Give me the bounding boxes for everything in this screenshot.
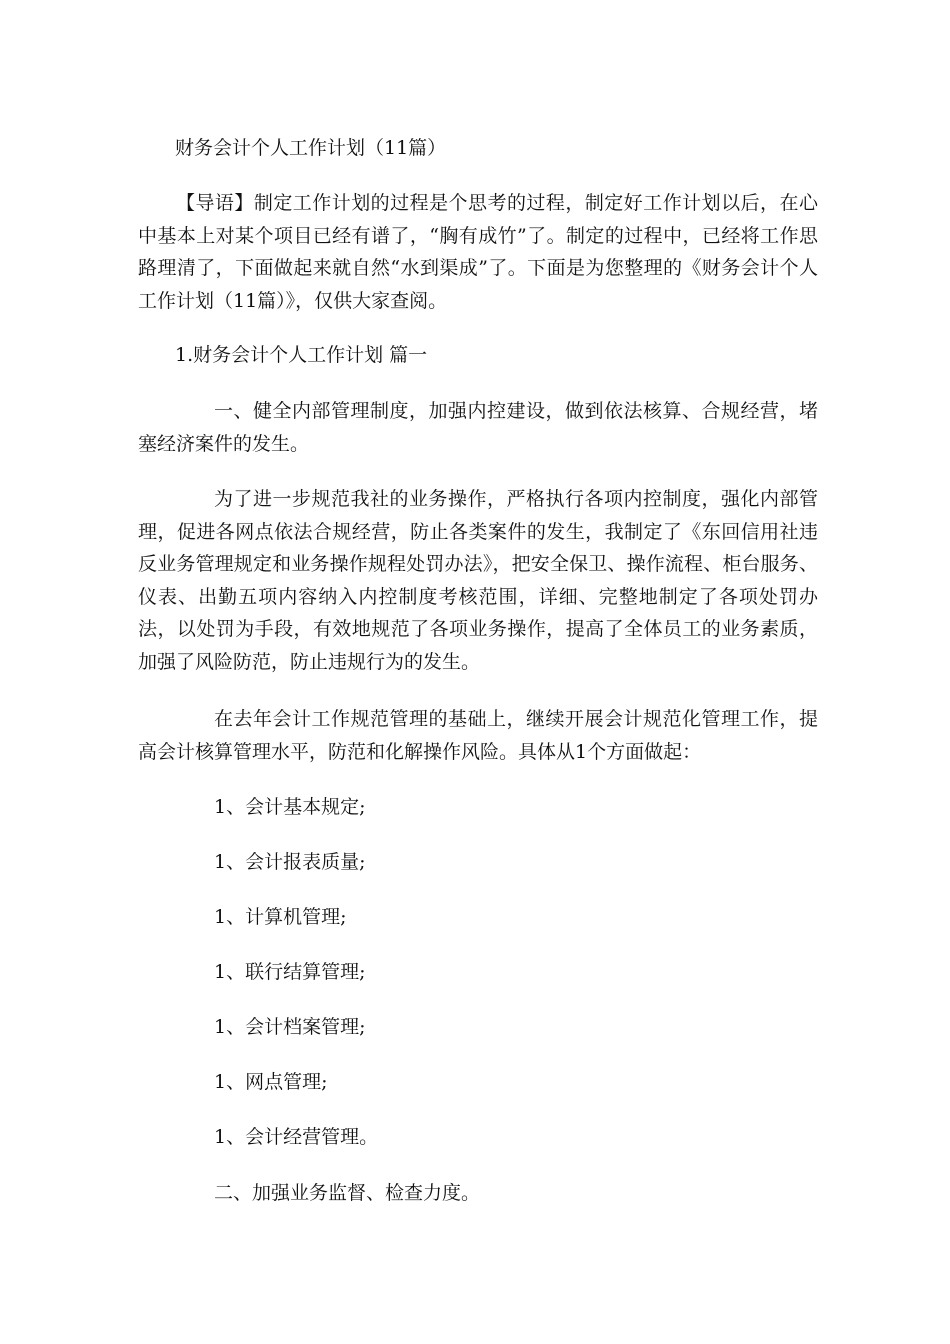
- point-two-heading: 二、加强业务监督、检查力度。: [214, 1182, 481, 1204]
- document-title: 财务会计个人工作计划（11篇）: [175, 137, 447, 159]
- body-paragraph-one: 为了进一步规范我社的业务操作，严格执行各项内控制度，强化内部管理，促进各网点依法合规经营，防止各类案件的发生，我制定了《东回信用社违反业务管理规定和业务操作规程处罚办法》，把安全保卫、操作流程、柜台服务、仪表、出勤五项内容纳入内控制度考核范围，详细、完整地制定了各项处罚办法，以处罚为手段，有效地规范了各项业务操作，提高了全体员工的业务素质，加强了风险防范，防止违规行为的发生。: [138, 488, 818, 673]
- list-item: 1、会计经营管理。: [214, 1126, 379, 1148]
- list-item: 1、网点管理;: [214, 1071, 328, 1093]
- list-item: 1、会计报表质量;: [214, 851, 366, 873]
- list-item: 1、计算机管理;: [214, 906, 347, 928]
- section-heading: 1.财务会计个人工作计划 篇一: [175, 344, 428, 366]
- intro-paragraph: 【导语】制定工作计划的过程是个思考的过程，制定好工作计划以后，在心中基本上对某个项目已经有谱了，“胸有成竹”了。制定的过程中，已经将工作思路理清了，下面做起来就自然“水到渠成”了。下面是为您整理的《财务会计个人工作计划（11篇）》，仅供大家查阅。: [138, 192, 818, 312]
- body-paragraph-two: 在去年会计工作规范管理的基础上，继续开展会计规范化管理工作，提高会计核算管理水平，防范和化解操作风险。具体从1个方面做起：: [138, 708, 818, 763]
- list-item: 1、会计档案管理;: [214, 1016, 366, 1038]
- list-item: 1、会计基本规定;: [214, 796, 366, 818]
- point-one-paragraph: 一、健全内部管理制度，加强内控建设，做到依法核算、合规经营，堵塞经济案件的发生。: [138, 400, 818, 455]
- list-item: 1、联行结算管理;: [214, 961, 366, 983]
